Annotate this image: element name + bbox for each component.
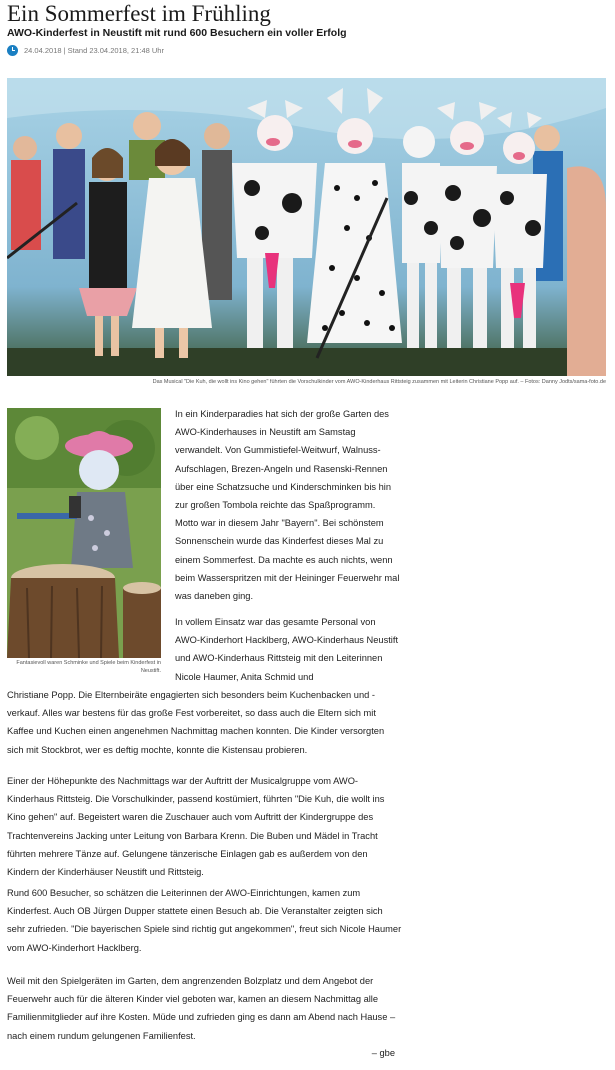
side-photo-illustration [7,408,161,658]
article-author: – gbe [371,1048,395,1058]
article-meta [7,44,164,56]
article-subline: AWO-Kinderfest in Neustift mit rund 600 Besuchern ein voller Erfolg [7,27,347,39]
hero-photo-caption: Das Musical "Die Kuh, die wollt ins Kino gehen" führten die Vorschulkinder vom AWO-Kinderhaus Rittsteig zusammen mit Leiterin Christiane Popp auf. – Fotos: Danny Jodts/sama-foto.de [152,379,606,385]
article-paragraph-3: Einer der Höhepunkte des Nachmittags war der Auftritt der Musicalgruppe vom AWO-Kinderhaus Rittsteig. Die Vorschulkinder, passend kostümiert, führten "Die Kuh, die wollt ins Kino gehen" auf. Begeistert waren die Zuschauer auch vom Auftritt der Kindergruppe des Trachtenvereins Jacking unter Leitung von Barbara Krenn. Die Buben und Mädel in Tracht führten mehrere Tänze auf. Gelungene tänzerische Einlagen gab es außerdem von den Kindern der Kinderhäuser Neustift und Rittsteig. [7,776,385,878]
article-paragraph-5: Weil mit den Spielgeräten im Garten, dem angrenzenden Bolzplatz und dem Angebot der Feuerwehr auch für die älteren Kinder viel geboten war, kamen an diesem Nachmittag alle Familienmitglieder auf ihre Kosten. Müde und zufrieden ging es dann am Abend nach Hause – nach einem rundum gelungenen Familienfest. [7,976,396,1041]
article-paragraph-2-start: In vollem Einsatz war das gesamte Personal von AWO-Kinderhort Hacklberg, AWO-Kinderhaus Neustift und AWO-Kinderhaus Rittsteig mit den Leiterinnen Nicole Haumer, Anita Schmid und [175,617,399,682]
article-date: 24.04.2018 | Stand 23.04.2018, 21:48 Uhr [24,45,164,55]
side-photo[interactable] [7,408,161,658]
hero-photo-illustration [7,78,606,376]
clock-icon [7,45,18,56]
article-paragraph-2-end: Christiane Popp. Die Elternbeiräte engagierten sich besonders beim Kuchenbacken und -verkauf. Alles war bestens für das große Fest vorbereitet, so dass auch die Eltern sich mit Kaffee und Kuchen einen angenehmen Nachmittag machen konnten. Die Kinder versorgten sich mit Stockbrot, wer es deftig mochte, konnte die Kistensau probieren. [7,690,385,755]
side-photo-caption: Fantasievoll waren Schminke und Spiele beim Kinderfest in Neustift. [16,660,161,674]
hero-photo[interactable] [7,78,606,376]
article-paragraph-4: Rund 600 Besucher, so schätzen die Leiterinnen der AWO-Einrichtungen, kamen zum Kinderfest. Auch OB Jürgen Dupper stattete einen Besuch ab. Die Veranstalter zeigten sich sehr zufrieden. "Die bayerischen Spiele sind richtig gut angekommen", freut sich Nicole Haumer vom AWO-Kinderhort Hacklberg. [7,888,402,953]
article-headline: Ein Sommerfest im Frühling [7,1,271,26]
article-paragraph-1: In ein Kinderparadies hat sich der große Garten des AWO-Kinderhauses in Neustift am Samstag verwandelt. Von Gummistiefel-Weitwurf, Walnuss-Aufschlagen, Brezen-Angeln und Rasenski-Rennen über eine Schatzsuche und Kinderschminken bis hin zur großen Tombola reichte das Spaßprogramm. Motto war in diesem Jahr "Bayern". Bei schönstem Sonnenschein wurde das Kinderfest dieses Mal zu einem Sommerfest. Da machte es auch nichts, wenn beim Wasserspritzen mit der Heininger Feuerwehr mal was daneben ging. [175,409,400,602]
